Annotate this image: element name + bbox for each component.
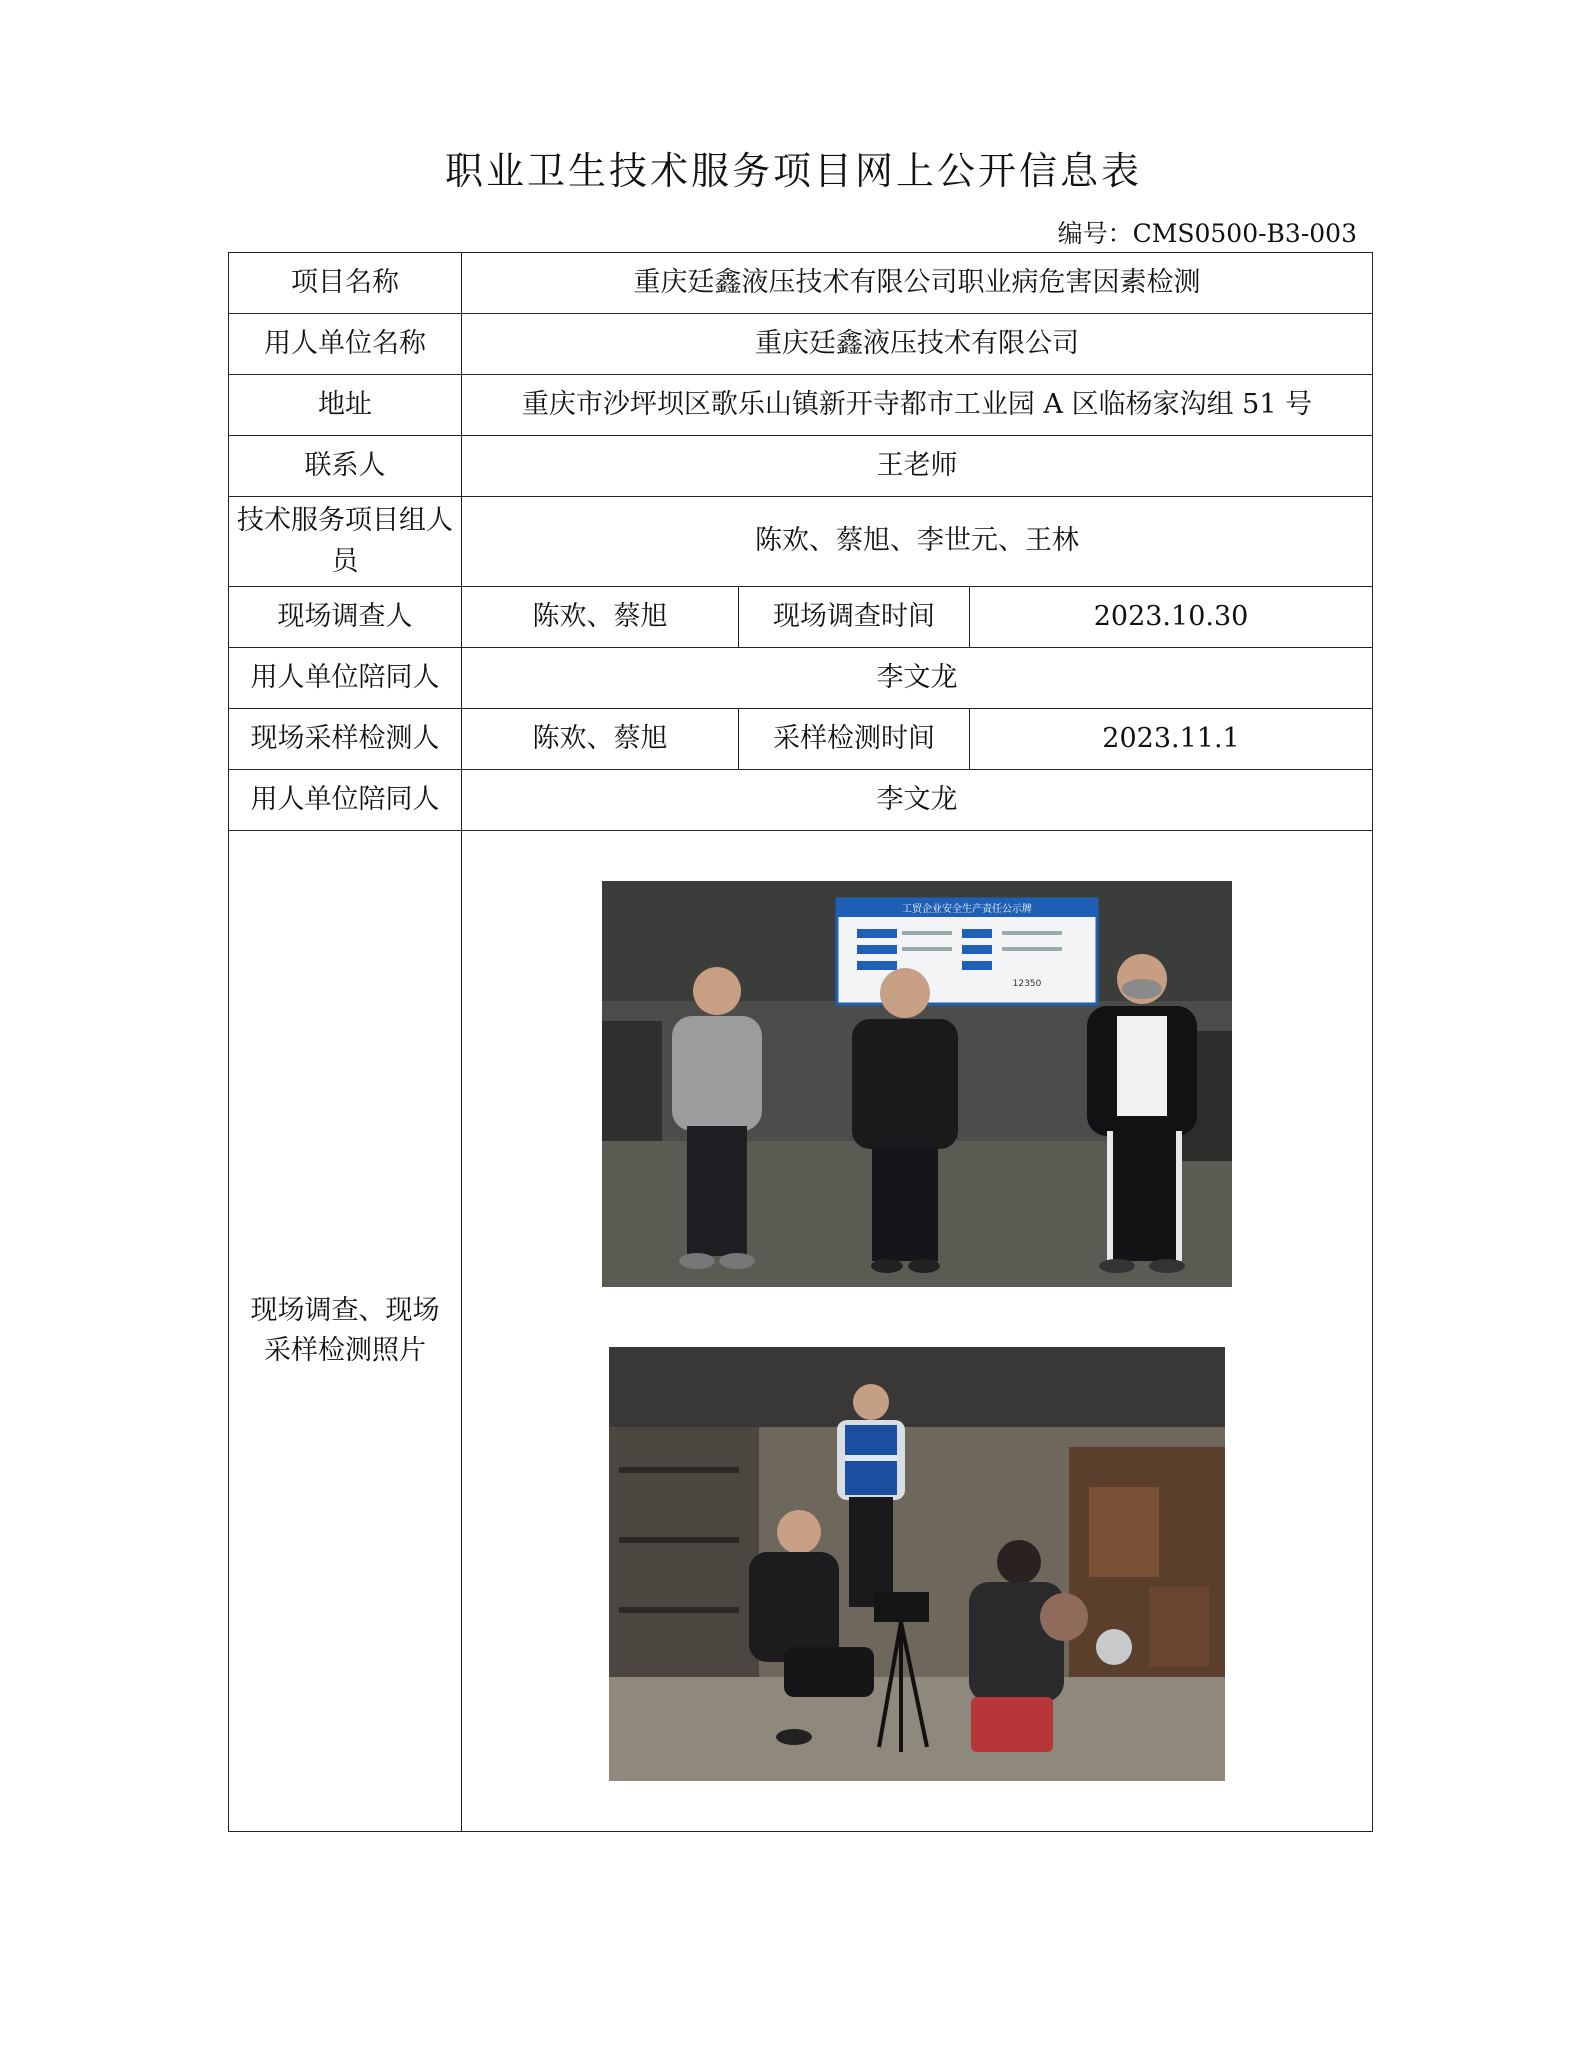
row-survey [229,587,1373,648]
escort-1-label: 用人单位陪同人 [229,648,462,709]
escort-2-value: 李文龙 [462,770,1373,831]
photos-cell [462,831,1373,1832]
team-value: 陈欢、蔡旭、李世元、王林 [462,497,1373,587]
contact-value: 王老师 [462,436,1373,497]
survey-person-label: 现场调查人 [229,587,462,648]
row-escort-2 [229,770,1373,831]
group-photo [602,881,1232,1287]
sign-title: 工贸企业安全生产责任公示牌 [902,904,1033,915]
project-name-label: 项目名称 [229,253,462,314]
employer-label: 用人单位名称 [229,314,462,375]
address-value: 重庆市沙坪坝区歌乐山镇新开寺都市工业园 A 区临杨家沟组 51 号 [462,375,1373,436]
row-team [229,497,1373,587]
row-project-name [229,253,1373,314]
row-escort-1 [229,648,1373,709]
employer-value: 重庆廷鑫液压技术有限公司 [462,314,1373,375]
sampling-photo [609,1347,1225,1781]
page-title: 职业卫生技术服务项目网上公开信息表 [444,149,1142,193]
sampling-time-label: 采样检测时间 [739,709,970,770]
row-sampling [229,709,1373,770]
survey-time-value: 2023.10.30 [970,587,1373,648]
survey-person-value: 陈欢、蔡旭 [462,587,739,648]
row-photos [229,831,1373,1832]
survey-time-label: 现场调查时间 [739,587,970,648]
escort-2-label: 用人单位陪同人 [229,770,462,831]
contact-label: 联系人 [229,436,462,497]
info-table [228,252,1373,1832]
row-contact [229,436,1373,497]
sampling-person-label: 现场采样检测人 [229,709,462,770]
address-label: 地址 [229,375,462,436]
project-name-value: 重庆廷鑫液压技术有限公司职业病危害因素检测 [462,253,1373,314]
sign-phone: 12350 [1012,979,1042,989]
sampling-time-value: 2023.11.1 [970,709,1373,770]
row-employer [229,314,1373,375]
team-label: 技术服务项目组人员 [229,497,462,587]
escort-1-value: 李文龙 [462,648,1373,709]
photos-label: 现场调查、现场采样检测照片 [229,831,462,1832]
document-number: 编号：CMS0500-B3-003 [1057,219,1357,248]
row-address [229,375,1373,436]
sampling-person-value: 陈欢、蔡旭 [462,709,739,770]
